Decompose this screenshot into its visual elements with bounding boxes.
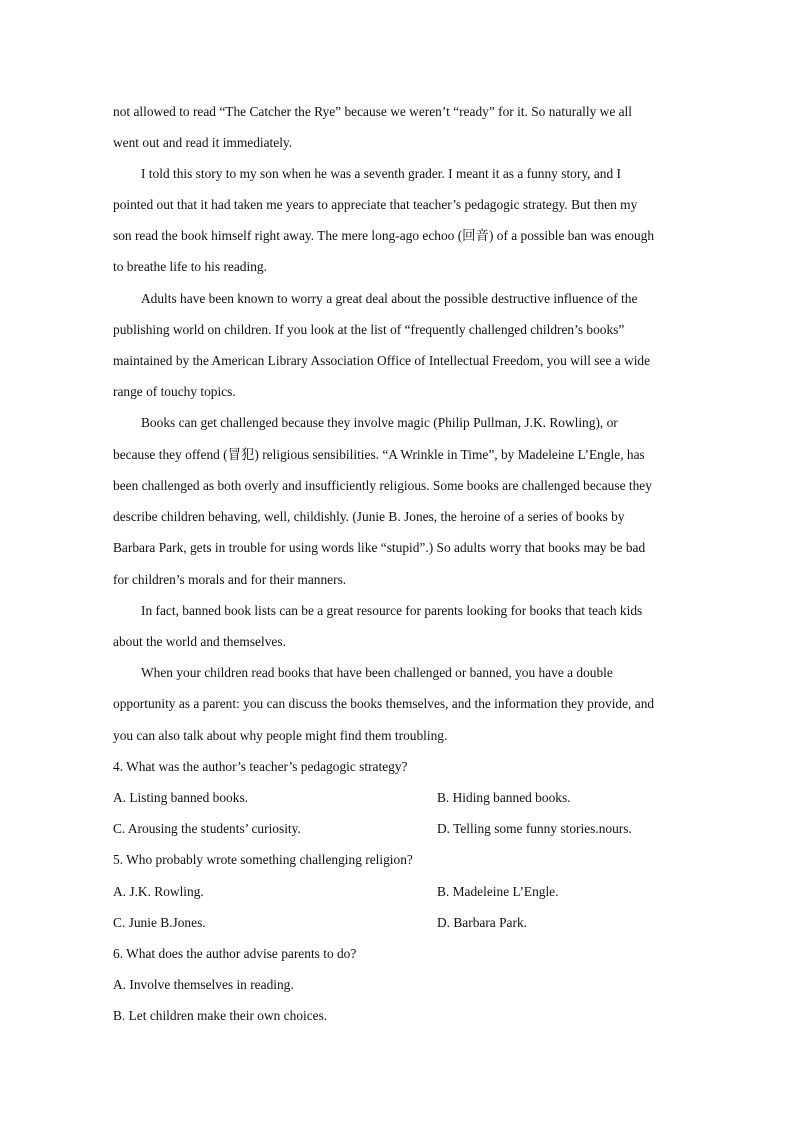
- answer-option: D. Barbara Park.: [437, 915, 527, 930]
- answer-option: B. Hiding banned books.: [437, 790, 571, 805]
- question-stem: 6. What does the author advise parents to do?: [113, 946, 357, 961]
- passage-line: In fact, banned book lists can be a great resource for parents looking for books that teach kids: [141, 603, 643, 618]
- passage-line: not allowed to read “The Catcher the Rye” because we weren’t “ready” for it. So naturally we all: [113, 104, 632, 119]
- passage-line: Books can get challenged because they involve magic (Philip Pullman, J.K. Rowling), or: [141, 415, 618, 430]
- passage-line: to breathe life to his reading.: [113, 259, 267, 274]
- answer-option: B. Madeleine L’Engle.: [437, 884, 559, 899]
- passage-line: publishing world on children. If you look at the list of “frequently challenged children’s books”: [113, 322, 625, 337]
- passage-line: maintained by the American Library Association Office of Intellectual Freedom, you will see a wide: [113, 353, 651, 368]
- passage-line: When your children read books that have been challenged or banned, you have a double: [141, 665, 613, 680]
- passage-line: I told this story to my son when he was a seventh grader. I meant it as a funny story, and I: [141, 166, 621, 181]
- passage-line: range of touchy topics.: [113, 384, 236, 399]
- passage-line: for children’s morals and for their manners.: [113, 572, 347, 587]
- question-stem: 4. What was the author’s teacher’s pedagogic strategy?: [113, 759, 408, 774]
- passage-line: been challenged as both overly and insufficiently religious. Some books are challenged because they: [113, 478, 652, 493]
- answer-option: C. Arousing the students’ curiosity.: [113, 821, 301, 836]
- passage-line: Barbara Park, gets in trouble for using words like “stupid”.) So adults worry that books may be bad: [113, 540, 646, 555]
- answer-option: A. Listing banned books.: [113, 790, 249, 805]
- passage-line: pointed out that it had taken me years to appreciate that teacher’s pedagogic strategy. But then my: [113, 197, 638, 212]
- passage-line: describe children behaving, well, childishly. (Junie B. Jones, the heroine of a series of books by: [113, 509, 625, 524]
- answer-option: A. Involve themselves in reading.: [113, 977, 294, 992]
- passage-line: Adults have been known to worry a great deal about the possible destructive influence of the: [141, 291, 638, 306]
- passage-line: you can also talk about why people might find them troubling.: [113, 728, 448, 743]
- answer-option: B. Let children make their own choices.: [113, 1008, 328, 1023]
- answer-option: C. Junie B.Jones.: [113, 915, 206, 930]
- answer-option: A. J.K. Rowling.: [113, 884, 204, 899]
- answer-option: D. Telling some funny stories.nours.: [437, 821, 632, 836]
- passage-line: opportunity as a parent: you can discuss the books themselves, and the information they provide, and: [113, 696, 655, 711]
- question-stem: 5. Who probably wrote something challenging religion?: [113, 852, 413, 867]
- passage-line: son read the book himself right away. The mere long-ago echoo (回音) of a possible ban was enough: [113, 228, 655, 243]
- passage-line: about the world and themselves.: [113, 634, 286, 649]
- passage-line: went out and read it immediately.: [113, 135, 293, 150]
- passage-line: because they offend (冒犯) religious sensibilities. “A Wrinkle in Time”, by Madeleine L’Engle, has: [113, 447, 645, 462]
